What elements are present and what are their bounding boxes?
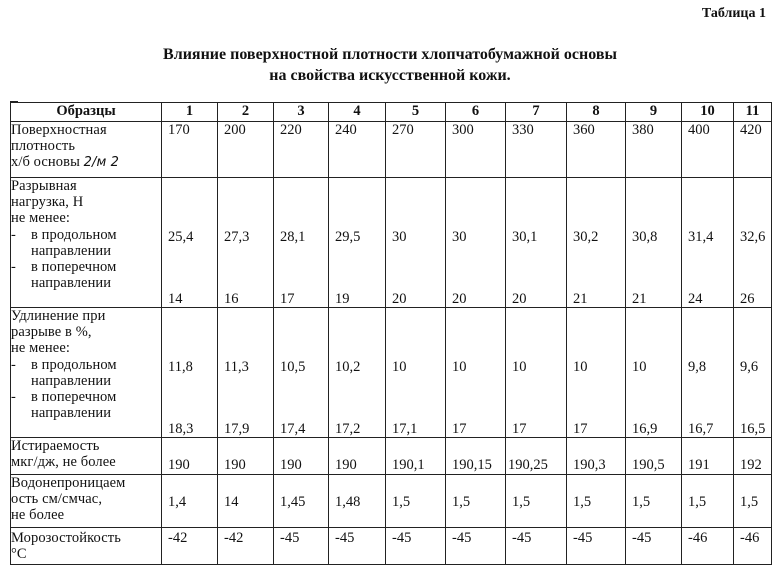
cell: 191 [682,438,734,475]
cell: 30,2 21 [567,178,626,308]
cell: 31,4 24 [682,178,734,308]
cell: 1,5 [567,475,626,528]
cell: 220 [274,122,329,178]
cell: 190,1 [386,438,446,475]
cell: 330 [506,122,567,178]
cell: 192 [734,438,772,475]
cell: 190,5 [626,438,682,475]
cell: 420 [734,122,772,178]
cell: -45 [567,528,626,565]
cell: 190,25 [506,438,567,475]
cell: 30 20 [386,178,446,308]
cell: 1,5 [506,475,567,528]
header-col: 1 [162,103,218,122]
row-surface-density [11,122,772,178]
table-title-line-2: на свойства искусственной кожи. [269,67,511,84]
cell: 10 17 [567,308,626,438]
cell: 30 20 [446,178,506,308]
row-label: Разрывная нагрузка, Н не менее: - в продольном направлении - в поперечном направлении [11,178,162,308]
cell: 270 [386,122,446,178]
header-row [11,103,772,122]
header-samples: Образцы [11,103,162,122]
cell: -46 [682,528,734,565]
cell: 360 [567,122,626,178]
cell: 9,8 16,7 [682,308,734,438]
cell: 240 [329,122,386,178]
header-col: 3 [274,103,329,122]
cell: 10 17,1 [386,308,446,438]
cell: -45 [506,528,567,565]
row-label: Водонепроницаем ость см/смчас, не более [11,475,162,528]
cell: 25,4 14 [162,178,218,308]
cell: -45 [386,528,446,565]
cell: 10,2 17,2 [329,308,386,438]
cell: 1,5 [386,475,446,528]
cell: 29,5 19 [329,178,386,308]
cell: 190 [329,438,386,475]
table-title [0,44,780,86]
row-frost-resistance [11,528,772,565]
cell: 190 [162,438,218,475]
handwritten-unit: 2/м 2 [83,155,120,171]
row-elongation [11,308,772,438]
cell: 30,8 21 [626,178,682,308]
cell: 10,5 17,4 [274,308,329,438]
properties-table [10,102,772,565]
row-abrasion [11,438,772,475]
cell: 190 [274,438,329,475]
row-label: Морозостойкость °С [11,528,162,565]
cell: 32,6 26 [734,178,772,308]
cell: 9,6 16,5 [734,308,772,438]
cell: 1,5 [446,475,506,528]
cell: 190,15 [446,438,506,475]
cell: 11,3 17,9 [218,308,274,438]
header-col: 2 [218,103,274,122]
cell: -42 [162,528,218,565]
cell: 1,5 [734,475,772,528]
header-col: 4 [329,103,386,122]
cell: -42 [218,528,274,565]
header-col: 10 [682,103,734,122]
table-number-label: Таблица 1 [701,6,766,21]
cell: 300 [446,122,506,178]
cell: 1,5 [682,475,734,528]
cell: 10 17 [446,308,506,438]
cell: 380 [626,122,682,178]
header-col: 7 [506,103,567,122]
cell: -45 [446,528,506,565]
cell: 10 17 [506,308,567,438]
cell: 1,4 [162,475,218,528]
cell: 10 16,9 [626,308,682,438]
cell: 1,45 [274,475,329,528]
cell: 400 [682,122,734,178]
cell: -45 [274,528,329,565]
row-label: Удлинение при разрыве в %, не менее: - в продольном направлении - в поперечном направлении [11,308,162,438]
cell: 190,3 [567,438,626,475]
row-water-permeability [11,475,772,528]
cell: 28,1 17 [274,178,329,308]
cell: 1,5 [626,475,682,528]
cell: -45 [626,528,682,565]
cell: 11,8 18,3 [162,308,218,438]
header-col: 5 [386,103,446,122]
cell: -45 [329,528,386,565]
row-label: Истираемость мкг/дж, не более [11,438,162,475]
cell: 200 [218,122,274,178]
header-col: 8 [567,103,626,122]
row-label: Поверхностная плотность х/б основы 2/м 2 [11,122,162,178]
cell: 27,3 16 [218,178,274,308]
header-col: 11 [734,103,772,122]
cell: 30,1 20 [506,178,567,308]
header-col: 9 [626,103,682,122]
cell: -46 [734,528,772,565]
row-breaking-load [11,178,772,308]
cell: 190 [218,438,274,475]
cell: 170 [162,122,218,178]
header-col: 6 [446,103,506,122]
cell: 1,48 [329,475,386,528]
cell: 14 [218,475,274,528]
table-title-line-1: Влияние поверхностной плотности хлопчатобумажной основы [163,46,617,63]
